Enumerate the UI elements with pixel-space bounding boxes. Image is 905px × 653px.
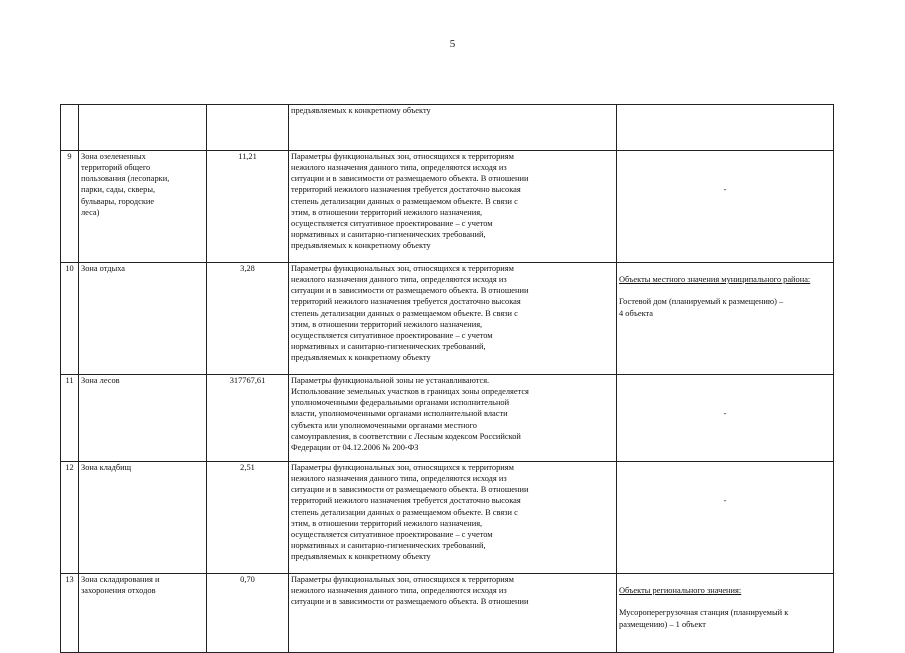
zone-parameters: Параметры функциональной зоны не устанавливаются. Использование земельных участков в границах зоны определяется уполномоченными федеральными органами исполнительной власти, уполномоченными органами исполнительной власти субъекта или уполномоченными органами местного самоуправления, в соответствии с Лесным кодексом Российской Федерации от 04.12.2006 № 200-ФЗ <box>289 374 617 461</box>
zone-objects <box>617 150 834 262</box>
objects-heading: Объекты регионального значения: <box>619 586 742 596</box>
zone-name: Зона кладбищ <box>79 461 207 573</box>
objects-dash: - <box>723 496 727 506</box>
zone-area <box>207 105 289 151</box>
row-number: 9 <box>61 150 79 262</box>
zone-objects <box>617 374 834 461</box>
zone-name: Зона отдыха <box>79 262 207 374</box>
zone-objects <box>617 105 834 151</box>
zones-table <box>60 104 834 653</box>
zone-objects <box>617 461 834 573</box>
zone-name: Зона лесов <box>79 374 207 461</box>
table-row <box>61 105 834 151</box>
zone-parameters: Параметры функциональных зон, относящихся к территориям нежилого назначения данного типа, определяются исходя из ситуации и в зависимости от размещаемого объекта. В отношении <box>289 573 617 652</box>
zone-area: 0,70 <box>207 573 289 652</box>
objects-dash: - <box>723 409 727 419</box>
row-number <box>61 105 79 151</box>
zone-area: 11,21 <box>207 150 289 262</box>
table-row <box>61 150 834 262</box>
zone-name <box>79 105 207 151</box>
objects-dash: - <box>723 185 727 195</box>
zone-objects <box>617 573 834 652</box>
row-number: 12 <box>61 461 79 573</box>
objects-body: Гостевой дом (планируемый к размещению) – 4 объекта <box>619 297 784 318</box>
table-row <box>61 461 834 573</box>
row-number: 11 <box>61 374 79 461</box>
zone-parameters: Параметры функциональных зон, относящихся к территориям нежилого назначения данного типа, определяются исходя из ситуации и в зависимости от размещаемого объекта. В отношении территорий нежилого назначения требуется достаточно высокая степень детализации данных о размещаемом объекте. В связи с этим, в отношении территорий нежилого назначения, осуществляется ситуативное проектирование – с учетом нормативных и санитарно-гигиенических требований, предъявляемых к конкретному объекту <box>289 461 617 573</box>
zone-objects <box>617 262 834 374</box>
table-row <box>61 573 834 652</box>
page-number: 5 <box>449 38 456 50</box>
zone-name: Зона складирования и захоронения отходов <box>79 573 207 652</box>
zone-area: 3,28 <box>207 262 289 374</box>
objects-body: Мусороперегрузочная станция (планируемый к размещению) – 1 объект <box>619 608 789 629</box>
row-number: 10 <box>61 262 79 374</box>
zone-area: 2,51 <box>207 461 289 573</box>
zone-parameters: Параметры функциональных зон, относящихся к территориям нежилого назначения данного типа, определяются исходя из ситуации и в зависимости от размещаемого объекта. В отношении территорий нежилого назначения требуется достаточно высокая степень детализации данных о размещаемом объекте. В связи с этим, в отношении территорий нежилого назначения, осуществляется ситуативное проектирование – с учетом нормативных и санитарно-гигиенических требований, предъявляемых к конкретному объекту <box>289 262 617 374</box>
table-row <box>61 262 834 374</box>
zone-parameters: Параметры функциональных зон, относящихся к территориям нежилого назначения данного типа, определяются исходя из ситуации и в зависимости от размещаемого объекта. В отношении территорий нежилого назначения требуется достаточно высокая степень детализации данных о размещаемом объекте. В связи с этим, в отношении территорий нежилого назначения, осуществляется ситуативное проектирование – с учетом нормативных и санитарно-гигиенических требований, предъявляемых к конкретному объекту <box>289 150 617 262</box>
zone-parameters: предъявляемых к конкретному объекту <box>289 105 617 151</box>
zone-name: Зона озелененных территорий общего пользования (лесопарки, парки, сады, скверы, бульвары, городские леса) <box>79 150 207 262</box>
zone-area: 317767,61 <box>207 374 289 461</box>
row-number: 13 <box>61 573 79 652</box>
table-row <box>61 374 834 461</box>
objects-heading: Объекты местного значения муниципального района: <box>619 275 811 285</box>
